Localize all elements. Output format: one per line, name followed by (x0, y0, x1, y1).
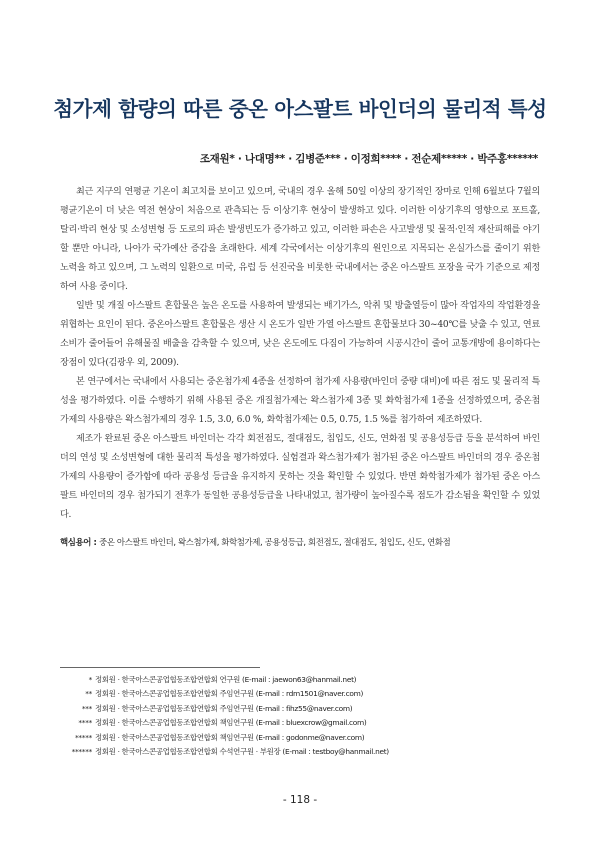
paper-title: 첨가제 함량의 따른 중온 아스팔트 바인더의 물리적 특성 (53, 97, 547, 121)
keywords-text: 중온 아스팔트 바인더, 왁스첨가제, 화학첨가제, 공용성등급, 회전점도, 절대점도, 침입도, 신도, 연화점 (99, 537, 451, 547)
author-list: 조재원* · 나대명** · 김병준*** · 이정희**** · 전순제***** · 박주홍****** (199, 153, 538, 165)
keywords (60, 536, 540, 548)
abstract-paragraph: 본 연구에서는 국내에서 사용되는 중온첨가제 4종을 선정하여 첨가제 사용량(바인더 중량 대비)에 따른 점도 및 물리적 특성을 평가하였다. 이를 수행하기 위해 사용된 중온 개질첨가제는 왁스첨가제 3종 및 화학첨가제 1종을 선정하였으며, 중온첨가제의 사용량은 왁스첨가제의 경우 1.5, 3.0, 6.0 %, 화학첨가제는 0.5, 0.75, 1.5 %를 첨가하여 제조하였다. (60, 377, 540, 425)
footnote-text: 정회원 · 한국아스콘공업협동조합연합회 책임연구원 (E-mail : bluexcrow@gmail.com) (95, 718, 367, 728)
footnote (60, 673, 540, 687)
keywords-label: 핵심용어 : (60, 537, 100, 547)
abstract-paragraph: 최근 지구의 연평균 기온이 최고치를 보이고 있으며, 국내의 경우 올해 50일 이상의 장기적인 장마로 인해 6월보다 7월의 평균기온이 더 낮은 역전 현상이 처음으로 관측되는 등 이상기후 현상이 발생하고 있다. 이러한 이상기후의 영향으로 포트홀, 탈리·박리 현상 및 소성변형 등 도로의 파손 발생빈도가 증가하고 있고, 이러한 파손은 사고발생 및 물적·인적 재산피해를 야기할 뿐만 아니라, 나아가 국가예산 증감을 초래한다. 세계 각국에서는 이상기후의 원인으로 지목되는 온실가스를 줄이기 위한 노력을 하고 있으며, 그 노력의 일환으로 미국, 유럽 등 선진국을 비롯한 국내에서는 중온 아스팔트 포장을 국가 기준으로 제정하여 사용 중이다. (60, 187, 540, 292)
footnote-text: 정회원 · 한국아스콘공업협동조합연합회 연구원 (E-mail : jaewon63@hanmail.net) (95, 675, 357, 684)
footnote-mark: **** (78, 718, 92, 728)
footnote (60, 702, 540, 716)
abstract-paragraph: 제조가 완료된 중온 아스팔트 바인더는 각각 회전점도, 절대점도, 침입도, 신도, 연화점 및 공용성등급 등을 분석하여 바인더의 연성 및 소성변형에 대한 물리적 특성을 평가하였다. 실험결과 왁스첨가제가 첨가된 중온 아스팔트 바인더의 경우 중온첨가제의 사용량이 증가함에 따라 공용성 등급을 유지하지 못하는 것을 확인할 수 있었다. 반면 화학첨가제가 첨가된 중온 아스팔트 바인더의 경우 첨가되기 전후가 동일한 공용성등급을 나타내었고, 첨가량이 높아질수록 점도가 감소됨을 확인할 수 있었다. (60, 434, 540, 520)
abstract-paragraph: 일반 및 개질 아스팔트 혼합물은 높은 온도를 사용하여 발생되는 배기가스, 악취 및 방출열등이 많아 작업자의 작업환경을 위협하는 요인이 된다. 중온아스팔트 혼합물은 생산 시 온도가 일반 가열 아스팔트 혼합물보다 30~40℃를 낮출 수 있고, 연료 소비가 줄어들어 유해물질 배출을 감축할 수 있으며, 낮은 온도에도 다짐이 가능하여 시공시간이 줄어 교통개방에 용이하다는 장점이 있다(김광우 외, 2009). (60, 301, 540, 368)
footnote (60, 731, 540, 745)
footnote (60, 687, 540, 701)
footnote (60, 745, 540, 759)
footnotes (60, 673, 540, 759)
footnote-mark: ****** (71, 747, 92, 757)
footnote-text: 정회원 · 한국아스콘공업협동조합연합회 책임연구원 (E-mail : godonme@naver.com) (95, 732, 365, 742)
footnote-mark: *** (81, 703, 92, 713)
footnote-text: 정회원 · 한국아스콘공업협동조합연합회 주임연구원 (E-mail : rdm1501@naver.com) (95, 689, 364, 699)
footnote-mark: ***** (75, 732, 92, 742)
footnote-mark: * (88, 675, 92, 684)
footnote (60, 716, 540, 730)
footnote-mark: ** (85, 689, 92, 699)
footnote-divider (60, 667, 260, 668)
footnote-text: 정회원 · 한국아스콘공업협동조합연합회 수석연구원 · 부원장 (E-mail : testboy@hanmail.net) (95, 747, 389, 757)
abstract (60, 183, 540, 525)
footnote-text: 정회원 · 한국아스콘공업협동조합연합회 주임연구원 (E-mail : fihz55@naver.com) (95, 703, 353, 713)
page-number: - 118 - (282, 794, 318, 806)
